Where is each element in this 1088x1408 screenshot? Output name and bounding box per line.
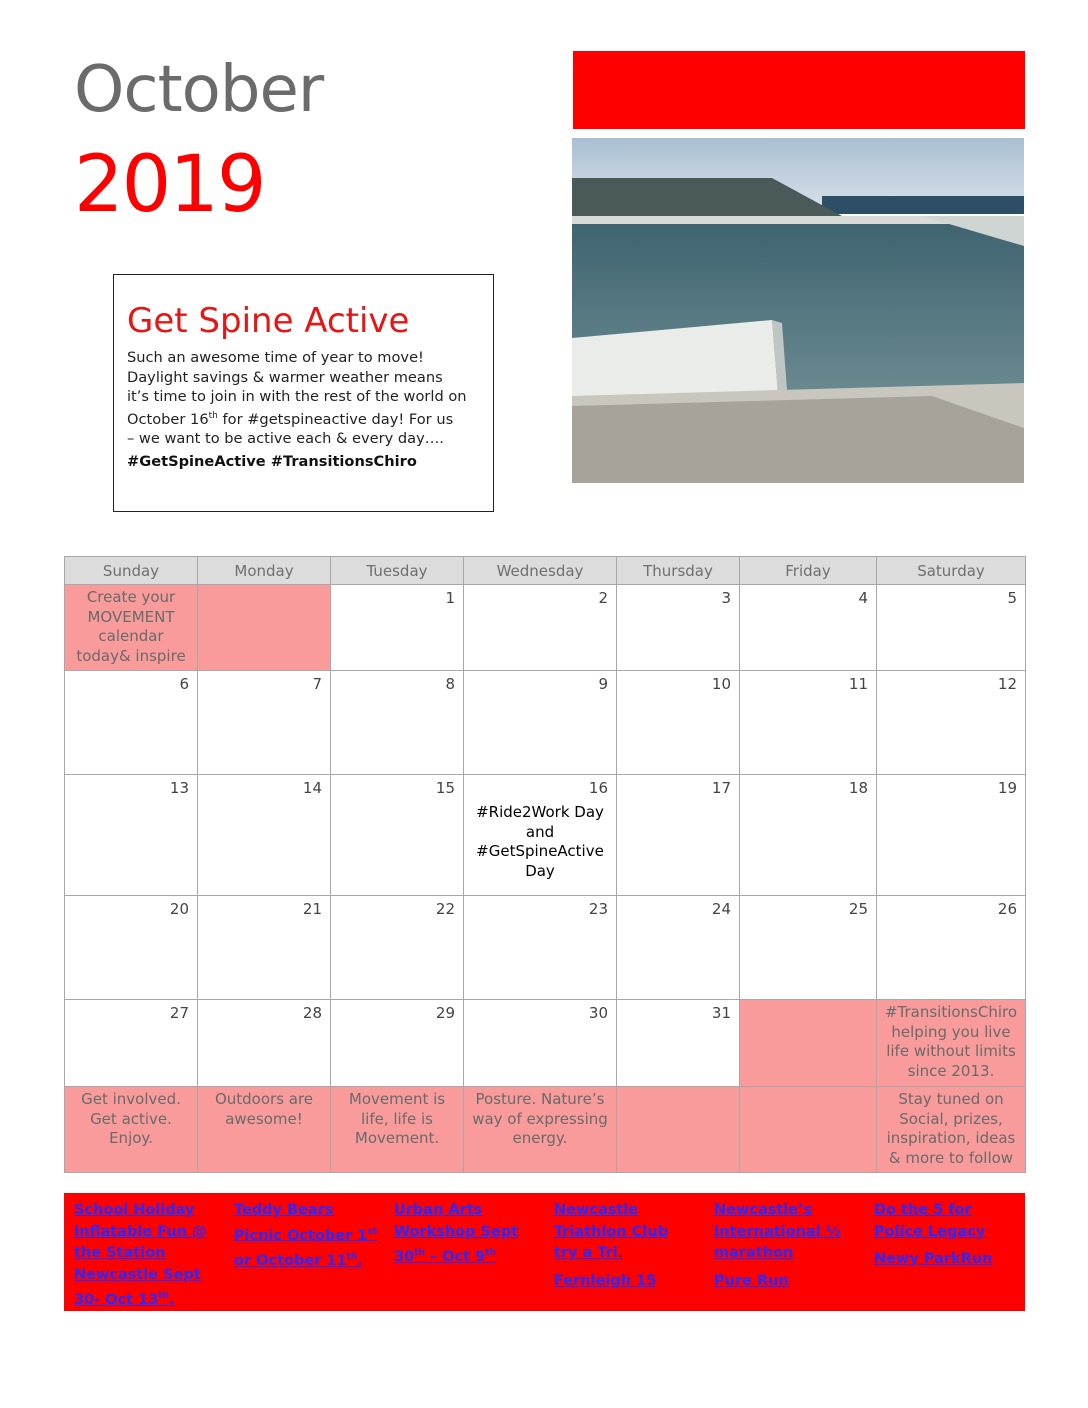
note-posture: Posture. Nature’s way of expressing energy. xyxy=(472,1090,608,1147)
day-cell[interactable] xyxy=(877,671,1026,775)
day-number: 31 xyxy=(711,1004,731,1022)
note-transitions: #TransitionsChiro helping you live life without limits since 2013. xyxy=(884,1003,1018,1080)
events-column xyxy=(874,1200,1019,1271)
link-urban-arts[interactable]: Urban Arts Workshop Sept 30th – Oct 9th xyxy=(394,1202,519,1265)
day-cell[interactable] xyxy=(617,775,740,896)
note-movement: Movement is life, life is Movement. xyxy=(348,1090,446,1147)
link-police-legacy[interactable]: Do the 5 for Police Legacy xyxy=(874,1202,986,1240)
empty-cell xyxy=(198,585,331,671)
events-column xyxy=(234,1200,384,1272)
day-cell[interactable] xyxy=(65,896,198,1000)
day-number: 4 xyxy=(858,589,868,607)
link-teddy-bears[interactable]: Teddy Bears Picnic October 1st or October 11th. xyxy=(234,1202,378,1269)
empty-cell xyxy=(740,1000,877,1087)
day-cell[interactable] xyxy=(740,585,877,671)
events-column xyxy=(74,1200,209,1311)
day-cell[interactable] xyxy=(464,775,617,896)
day-cell[interactable] xyxy=(877,896,1026,1000)
day-cell[interactable] xyxy=(198,1000,331,1087)
day-cell[interactable] xyxy=(198,896,331,1000)
day-header-tuesday: Tuesday xyxy=(331,557,464,585)
day-cell[interactable] xyxy=(198,775,331,896)
day-cell[interactable] xyxy=(740,775,877,896)
day-number: 2 xyxy=(598,589,608,607)
day-cell[interactable] xyxy=(740,896,877,1000)
day-header-sunday: Sunday xyxy=(65,557,198,585)
day-cell[interactable] xyxy=(877,585,1026,671)
day-cell[interactable] xyxy=(331,1000,464,1087)
calendar-note-cell xyxy=(65,1087,198,1173)
day-header-wednesday: Wednesday xyxy=(464,557,617,585)
day-cell[interactable] xyxy=(464,896,617,1000)
day-number: 23 xyxy=(588,900,608,918)
red-banner xyxy=(573,51,1025,129)
day-number: 12 xyxy=(997,675,1017,693)
info-line: – we want to be active each & every day…. xyxy=(127,430,444,448)
day-number: 29 xyxy=(435,1004,455,1022)
day-number: 9 xyxy=(598,675,608,693)
info-line: Daylight savings & warmer weather means xyxy=(127,368,443,386)
link-international-marathon[interactable]: Newcastle’s International ½ marathon xyxy=(714,1202,841,1261)
day-number: 1 xyxy=(445,589,455,607)
link-fernleigh[interactable]: Fernleigh 15 xyxy=(554,1272,657,1289)
day-number: 22 xyxy=(435,900,455,918)
day-cell[interactable] xyxy=(331,775,464,896)
day-number: 27 xyxy=(169,1004,189,1022)
day-number: 30 xyxy=(588,1004,608,1022)
day-number: 14 xyxy=(302,779,322,797)
day-header-monday: Monday xyxy=(198,557,331,585)
event-ride2work: #Ride2Work Day and #GetSpineActive Day xyxy=(476,803,604,880)
day-number: 10 xyxy=(711,675,731,693)
info-title: Get Spine Active xyxy=(127,301,410,341)
calendar-note-cell xyxy=(65,585,198,671)
info-line: Such an awesome time of year to move! xyxy=(127,349,424,367)
link-pure-run[interactable]: Pure Run xyxy=(714,1272,789,1289)
calendar-note-cell xyxy=(877,1087,1026,1173)
day-cell[interactable] xyxy=(331,671,464,775)
note-outdoors: Outdoors are awesome! xyxy=(214,1090,314,1128)
info-line: it’s time to join in with the rest of the world on xyxy=(127,388,467,406)
day-cell[interactable] xyxy=(65,1000,198,1087)
day-cell[interactable] xyxy=(331,585,464,671)
day-number: 8 xyxy=(445,675,455,693)
october-calendar xyxy=(64,556,1026,1173)
day-cell[interactable] xyxy=(617,585,740,671)
month-title: October xyxy=(74,53,324,127)
day-cell[interactable] xyxy=(331,896,464,1000)
link-triathlon[interactable]: Newcastle Triathlon Club try a Tri. xyxy=(554,1202,669,1261)
day-number: 5 xyxy=(1007,589,1017,607)
ocean-pool-photo xyxy=(572,138,1024,483)
day-cell[interactable] xyxy=(617,671,740,775)
day-number: 17 xyxy=(711,779,731,797)
day-number: 19 xyxy=(997,779,1017,797)
day-header-friday: Friday xyxy=(740,557,877,585)
day-number: 20 xyxy=(169,900,189,918)
events-column xyxy=(554,1200,694,1292)
events-bar xyxy=(64,1193,1025,1311)
events-column xyxy=(394,1200,524,1268)
day-number: 3 xyxy=(721,589,731,607)
info-body xyxy=(127,348,481,448)
day-cell[interactable] xyxy=(464,585,617,671)
day-cell[interactable] xyxy=(877,775,1026,896)
get-spine-active-box xyxy=(113,274,494,512)
calendar-note-cell xyxy=(331,1087,464,1173)
day-cell[interactable] xyxy=(740,671,877,775)
note-stay-tuned: Stay tuned on Social, prizes, inspiration, ideas & more to follow xyxy=(886,1090,1016,1167)
day-cell[interactable] xyxy=(464,671,617,775)
note-create: Create your MOVEMENT calendar today& inspire xyxy=(76,588,186,665)
info-line: October 16th for #getspineactive day! For us xyxy=(127,410,454,428)
day-number: 7 xyxy=(312,675,322,693)
day-number: 21 xyxy=(302,900,322,918)
info-hashtags: #GetSpineActive #TransitionsChiro xyxy=(127,452,417,470)
day-header-thursday: Thursday xyxy=(617,557,740,585)
day-number: 15 xyxy=(435,779,455,797)
day-number: 11 xyxy=(848,675,868,693)
note-involved: Get involved. Get active. Enjoy. xyxy=(81,1090,181,1147)
day-number: 13 xyxy=(169,779,189,797)
day-number: 6 xyxy=(179,675,189,693)
empty-cell xyxy=(740,1087,877,1173)
day-cell[interactable] xyxy=(65,671,198,775)
empty-cell xyxy=(617,1087,740,1173)
day-header-saturday: Saturday xyxy=(877,557,1026,585)
calendar-note-cell xyxy=(464,1087,617,1173)
calendar-note-cell xyxy=(198,1087,331,1173)
year-title: 2019 xyxy=(74,140,265,230)
day-number: 16 xyxy=(588,779,608,797)
day-number: 26 xyxy=(997,900,1017,918)
day-number: 25 xyxy=(848,900,868,918)
day-cell[interactable] xyxy=(617,896,740,1000)
day-cell[interactable] xyxy=(617,1000,740,1087)
events-column xyxy=(714,1200,844,1292)
calendar-note-cell xyxy=(877,1000,1026,1087)
day-cell[interactable] xyxy=(464,1000,617,1087)
day-number: 18 xyxy=(848,779,868,797)
day-cell[interactable] xyxy=(65,775,198,896)
day-number: 24 xyxy=(711,900,731,918)
day-number: 28 xyxy=(302,1004,322,1022)
link-school-holiday[interactable]: School Holiday Inflatable Fun @ the Station Newcastle Sept 30- Oct 13th. xyxy=(74,1202,207,1308)
link-newy-parkrun[interactable]: Newy ParkRun xyxy=(874,1251,993,1267)
day-cell[interactable] xyxy=(198,671,331,775)
